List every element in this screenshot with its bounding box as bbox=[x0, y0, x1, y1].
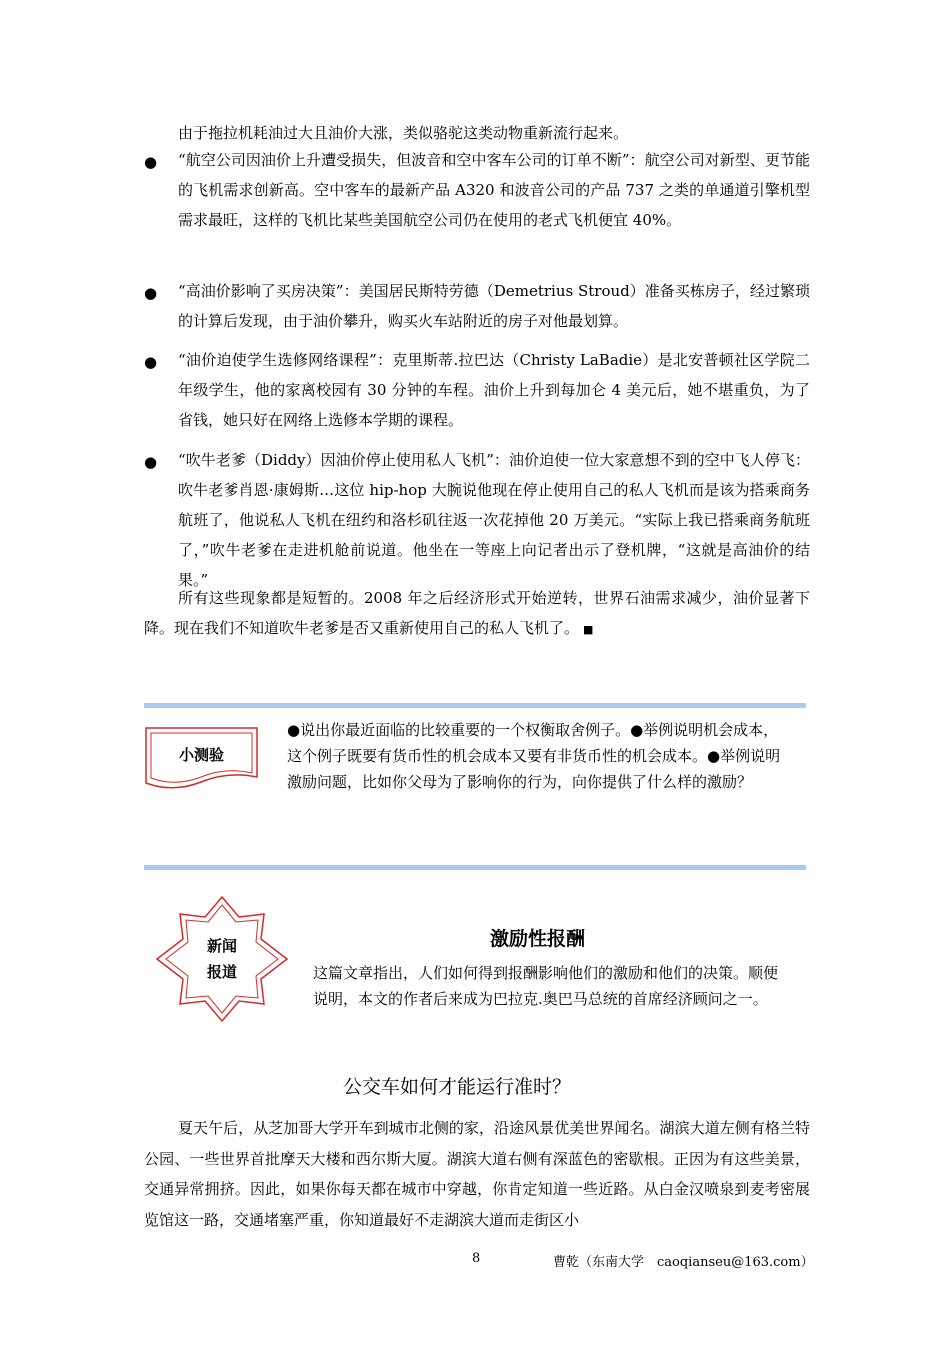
news-title: 激励性报酬 bbox=[490, 928, 586, 950]
bullet-4: ● bbox=[144, 453, 158, 471]
quiz-label: 小测验 bbox=[178, 745, 224, 764]
news-label-line2: 报道 bbox=[206, 963, 237, 981]
news-badge bbox=[155, 895, 289, 1023]
quiz-badge bbox=[143, 725, 260, 795]
news-intro: 这篇文章指出，人们如何得到报酬影响他们的激励和他们的决策。顺便说明，本文的作者后来成为巴拉克.奥巴马总统的首席经济顾问之一。 bbox=[313, 964, 779, 1008]
bullet-1: ● bbox=[144, 153, 158, 171]
article-title: 公交车如何才能运行准时？ bbox=[343, 1076, 572, 1098]
divider-bottom bbox=[144, 865, 806, 870]
conclusion-text: 所有这些现象都是短暂的。2008 年之后经济形式开始逆转，世界石油需求减少，油价显著下降。现在我们不知道吹牛老爹是否又重新使用自己的私人飞机了。 bbox=[144, 589, 810, 637]
paragraph-conclusion bbox=[144, 583, 810, 645]
quiz-text: ●说出你最近面临的比较重要的一个权衡取舍例子。●举例说明机会成本，这个例子既要有货币性的机会成本又要有非货币性的机会成本。●举例说明激励问题，比如你父母为了影响你的行为，向你提供了什么样的激励？ bbox=[287, 721, 781, 791]
divider-top bbox=[144, 703, 806, 708]
paragraph-online-courses: “油价迫使学生选修网络课程”：克里斯蒂.拉巴达（Christy LaBadie）是北安普顿社区学院二年级学生，他的家离校园有 30 分钟的车程。油价上升到每加仑 4 美元后，她不堪重负，为了省钱，她只好在网络上选修本学期的课程。 bbox=[178, 351, 810, 429]
article-body: 夏天午后，从芝加哥大学开车到城市北侧的家，沿途风景优美世界闻名。湖滨大道左侧有格兰特公园、一些世界首批摩天大楼和西尔斯大厦。湖滨大道右侧有深蓝色的密歇根。正因为有这些美景，交通异常拥挤。因此，如果你每天都在城市中穿越，你肯定知道一些近路。从白金汉喷泉到麦考密展览馆这一路，交通堵塞严重，你知道最好不走湖滨大道而走街区小 bbox=[144, 1119, 810, 1229]
bullet-3: ● bbox=[144, 353, 158, 371]
end-mark: ■ bbox=[583, 623, 594, 636]
news-label-line1: 新闻 bbox=[206, 937, 237, 955]
news-label bbox=[155, 895, 289, 1023]
paragraph-housing: “高油价影响了买房决策”：美国居民斯特劳德（Demetrius Stroud）准备买栋房子，经过繁琐的计算后发现，由于油价攀升，购买火车站附近的房子对他最划算。 bbox=[178, 282, 810, 330]
page-number: 8 bbox=[472, 1251, 481, 1266]
paragraph-diddy: “吹牛老爹（Diddy）因油价停止使用私人飞机”：油价迫使一位大家意想不到的空中飞人停飞：吹牛老爹肖恩·康姆斯…这位 hip-hop 大腕说他现在停止使用自己的私人飞机而是该为搭乘商务航班了，他说私人飞机在纽约和洛杉矶往返一次花掉他 20 万美元。“实际上我已搭乘商务航班了，”吹牛老爹在走进机舱前说道。他坐在一等座上向记者出示了登机牌，“这就是高油价的结果。” bbox=[178, 451, 810, 589]
bullet-2: ● bbox=[144, 284, 158, 302]
footer-author: 曹乾（东南大学 caoqianseu@163.com） bbox=[553, 1255, 814, 1270]
paragraph-airlines: “航空公司因油价上升遭受损失，但波音和空中客车公司的订单不断”：航空公司对新型、更节能的飞机需求创新高。空中客车的最新产品 A320 和波音公司的产品 737 之类的单通道引擎机型需求最旺，这样的飞机比某些美国航空公司仍在使用的老式飞机便宜 40%。 bbox=[178, 151, 810, 229]
paragraph-camels: 由于拖拉机耗油过大且油价大涨，类似骆驼这类动物重新流行起来。 bbox=[178, 124, 629, 142]
